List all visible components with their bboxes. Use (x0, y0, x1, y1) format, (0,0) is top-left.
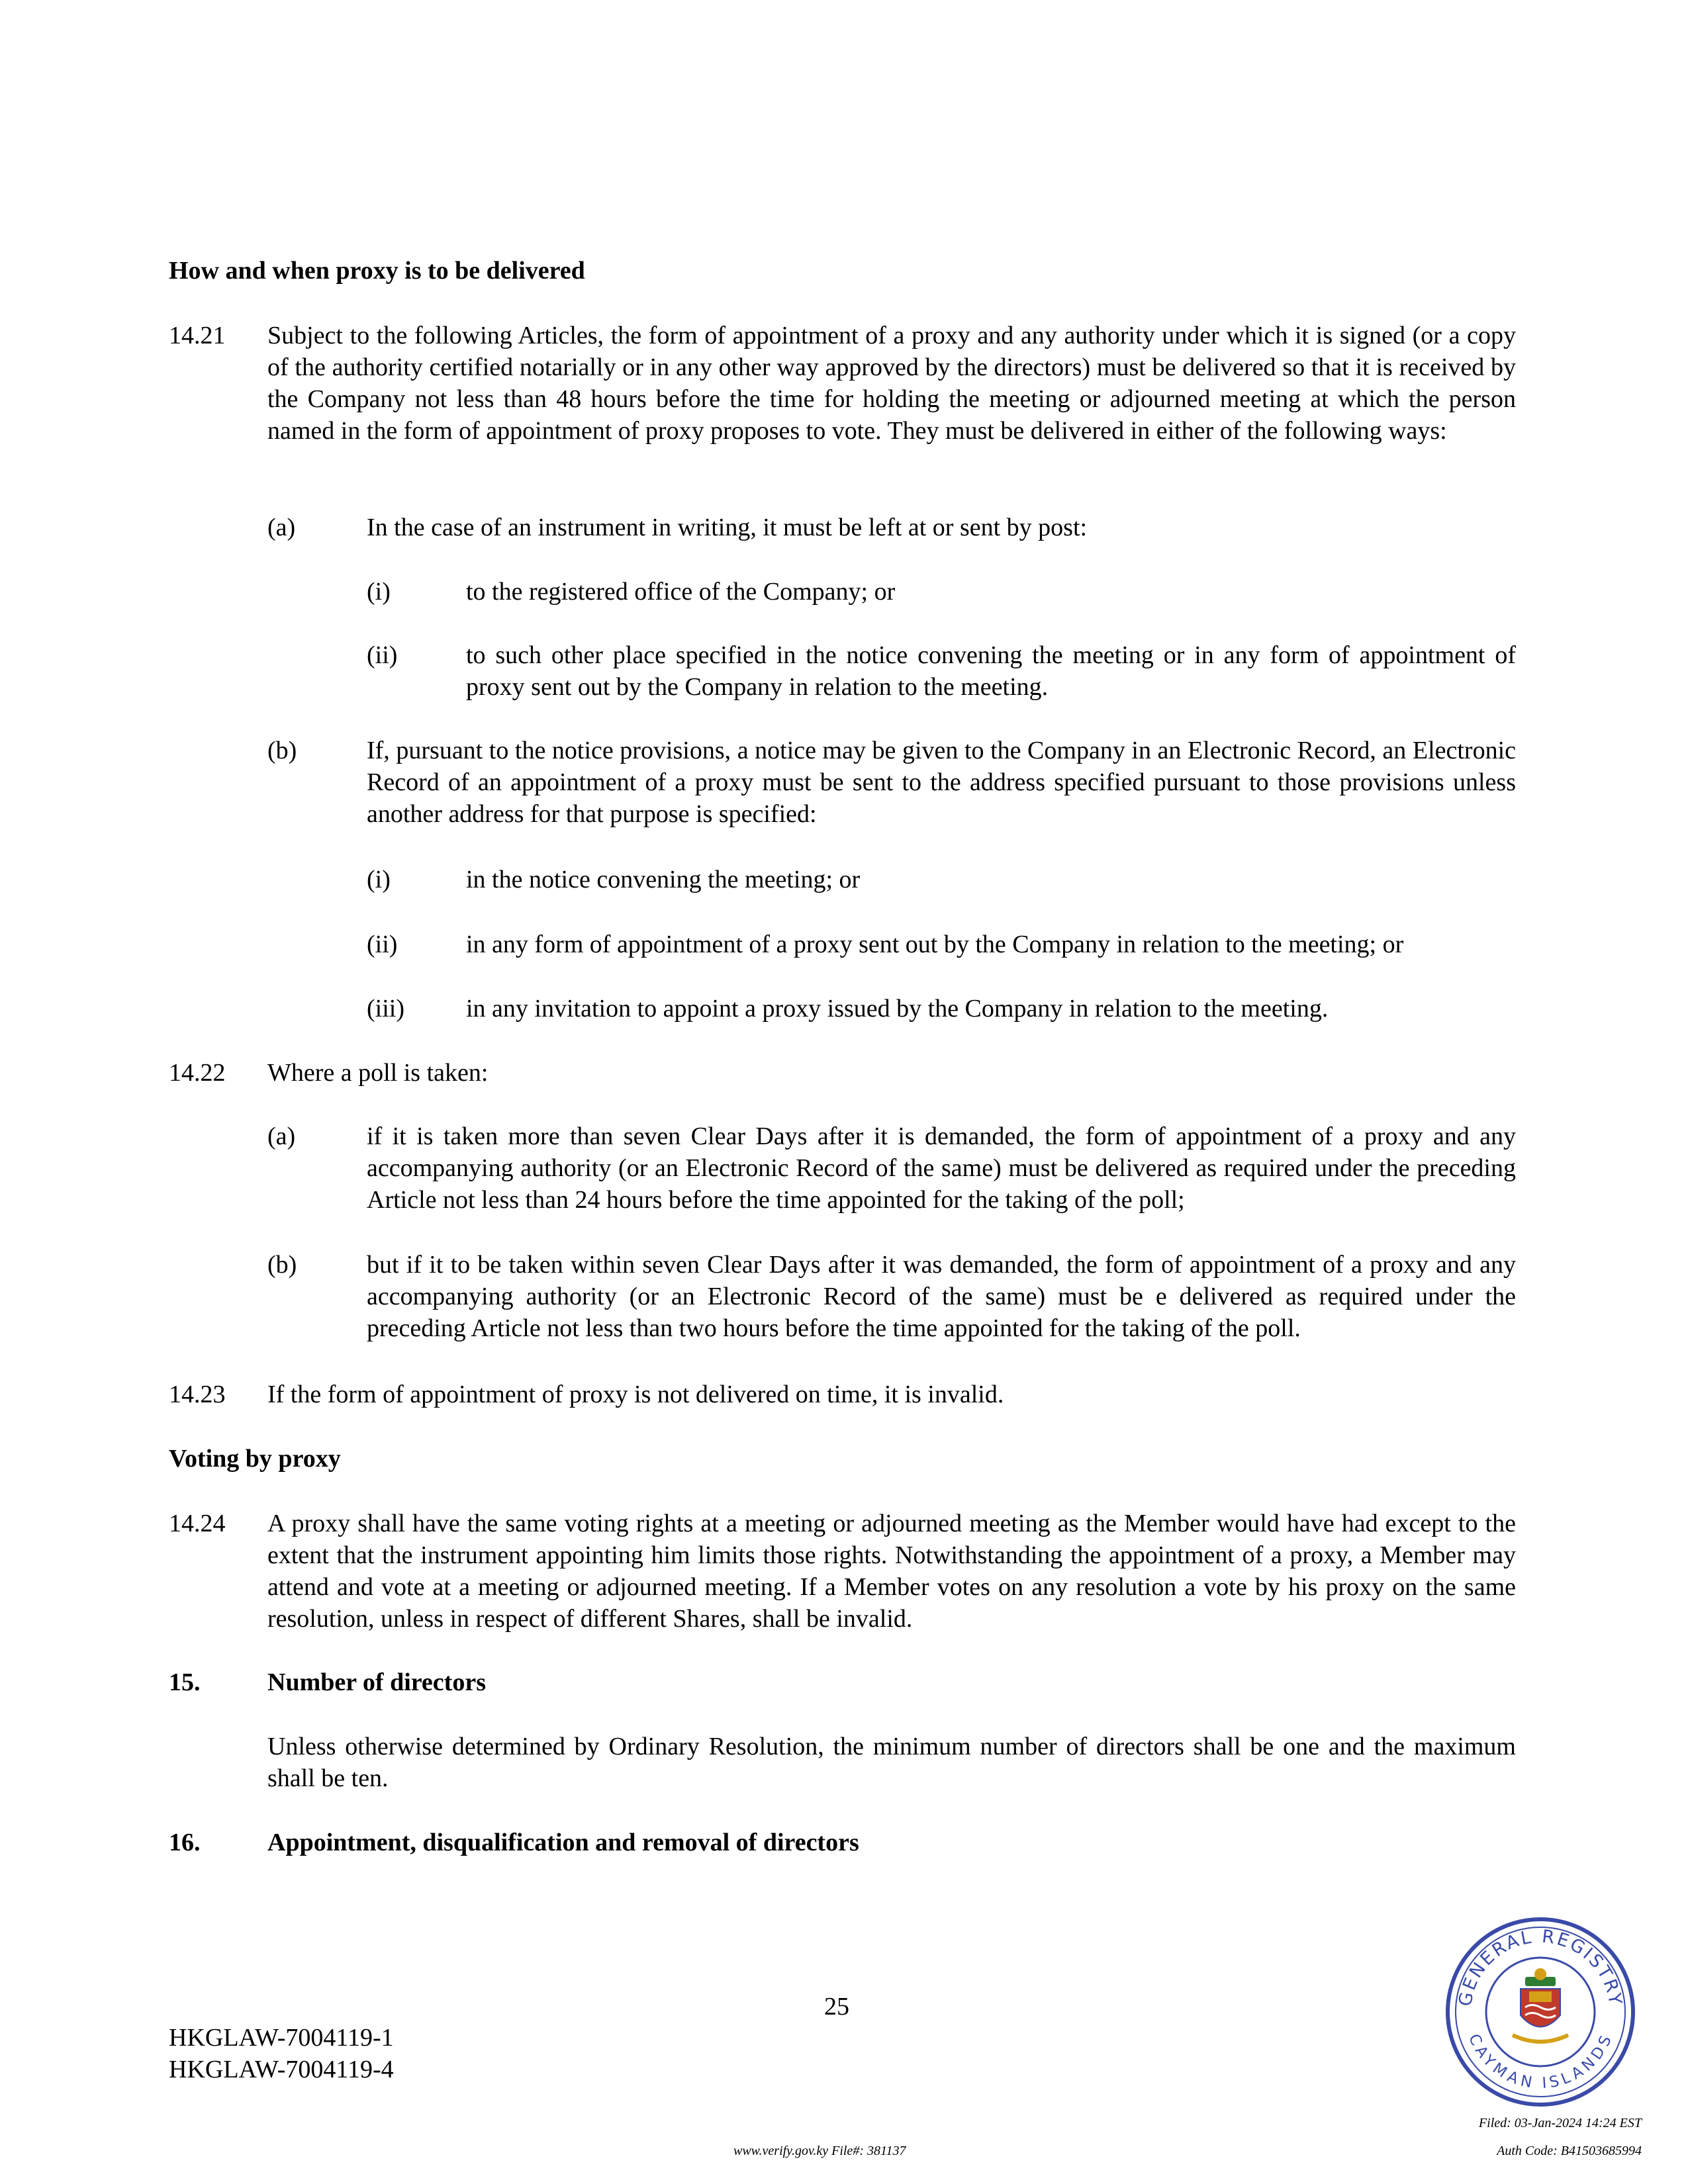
general-registry-seal-icon (1444, 1916, 1636, 2108)
seal-bottom-text: CAYMAN ISLANDS (1465, 2031, 1616, 2093)
clause-number-14-21-b: (b) (267, 737, 297, 764)
clause-text-14-21-a: In the case of an instrument in writing, it must be left at or sent by post: (367, 514, 1088, 541)
clause-text-14-22-a: if it is taken more than seven Clear Days after it is demanded, the form of appointment of a proxy and any accompanying authority (or an Electronic Record of the same) must be delivered as required under the preceding Article not less than 24 hours before the time appointed for the taking of the poll; (367, 1122, 1516, 1214)
clause-number-14-21-a-ii: (ii) (367, 641, 398, 669)
section-heading-voting-by-proxy: Voting by proxy (169, 1445, 341, 1473)
page-number: 25 (824, 1993, 849, 2021)
clause-number-14-21-a: (a) (267, 514, 296, 541)
verify-url-text: www.verify.gov.ky File#: 381137 (733, 2144, 906, 2158)
auth-code-text: Auth Code: B41503685994 (1497, 2144, 1642, 2158)
clause-text-14-21-a-i: to the registered office of the Company; or (466, 578, 896, 606)
clause-text-14-23: If the form of appointment of proxy is not delivered on time, it is invalid. (267, 1381, 1004, 1408)
clause-text-14-21: Subject to the following Articles, the form of appointment of a proxy and any authority under which it is signed (or a copy of the authority certified notarially or in any other way approved by the directors) must be delivered so that it is received by the Company not less than 48 hours before the time for holding the meeting or adjourned meeting at which the person named in the form of appointment of proxy proposes to vote. They must be delivered in either of the following ways: (267, 322, 1516, 445)
clause-number-14-21-b-iii: (iii) (367, 995, 404, 1023)
clause-text-14-21-b-i: in the notice convening the meeting; or (466, 866, 861, 893)
section-heading-16: Appointment, disqualification and removal of directors (267, 1829, 859, 1856)
clause-number-14-23: 14.23 (169, 1381, 226, 1408)
section-text-15: Unless otherwise determined by Ordinary Resolution, the minimum number of directors shall be one and the maximum shall be ten. (267, 1733, 1516, 1792)
clause-number-14-21-b-i: (i) (367, 866, 391, 893)
clause-text-14-21-b-ii: in any form of appointment of a proxy sent out by the Company in relation to the meeting; or (466, 931, 1404, 958)
clause-number-14-22-b: (b) (267, 1251, 297, 1279)
clause-number-14-22: 14.22 (169, 1059, 226, 1087)
section-number-16: 16. (169, 1829, 201, 1856)
clause-text-14-24: A proxy shall have the same voting rights at a meeting or adjourned meeting as the Member would have had except to the extent that the instrument appointing him limits those rights. Notwithstanding the appointment of a proxy, a Member may attend and vote at a meeting or adjourned meeting. If a Member votes on any resolution a vote by his proxy on the same resolution, unless in respect of different Shares, shall be invalid. (267, 1510, 1516, 1633)
clause-number-14-22-a: (a) (267, 1122, 296, 1150)
clause-text-14-21-b-iii: in any invitation to appoint a proxy issued by the Company in relation to the meeting. (466, 995, 1329, 1023)
seal-top-text: GENERAL REGISTRY (1454, 1926, 1626, 2008)
clause-text-14-22: Where a poll is taken: (267, 1059, 489, 1087)
section-heading-15: Number of directors (267, 1668, 486, 1696)
clause-number-14-24: 14.24 (169, 1510, 226, 1537)
document-code-1: HKGLAW-7004119-1 (169, 2024, 394, 2052)
clause-number-14-21-b-ii: (ii) (367, 931, 398, 958)
clause-text-14-21-a-ii: to such other place specified in the notice convening the meeting or in any form of appointment of proxy sent out by the Company in relation to the meeting. (466, 641, 1516, 701)
clause-number-14-21-a-i: (i) (367, 578, 391, 606)
clause-text-14-22-b: but if it to be taken within seven Clear Days after it was demanded, the form of appointment of a proxy and any accompanying authority (or an Electronic Record of the same) must be e delivered as required under the preceding Article not less than two hours before the time appointed for the taking of the poll. (367, 1251, 1516, 1342)
section-number-15: 15. (169, 1668, 201, 1696)
document-code-2: HKGLAW-7004119-4 (169, 2056, 394, 2083)
clause-number-14-21: 14.21 (169, 322, 226, 349)
clause-text-14-21-b: If, pursuant to the notice provisions, a notice may be given to the Company in an Electronic Record, an Electronic Record of an appointment of a proxy must be sent to the address specified pursuant to those provisions unless another address for that purpose is specified: (367, 737, 1516, 828)
filed-date-text: Filed: 03-Jan-2024 14:24 EST (1478, 2116, 1642, 2130)
section-heading-proxy-delivery: How and when proxy is to be delivered (169, 257, 585, 285)
